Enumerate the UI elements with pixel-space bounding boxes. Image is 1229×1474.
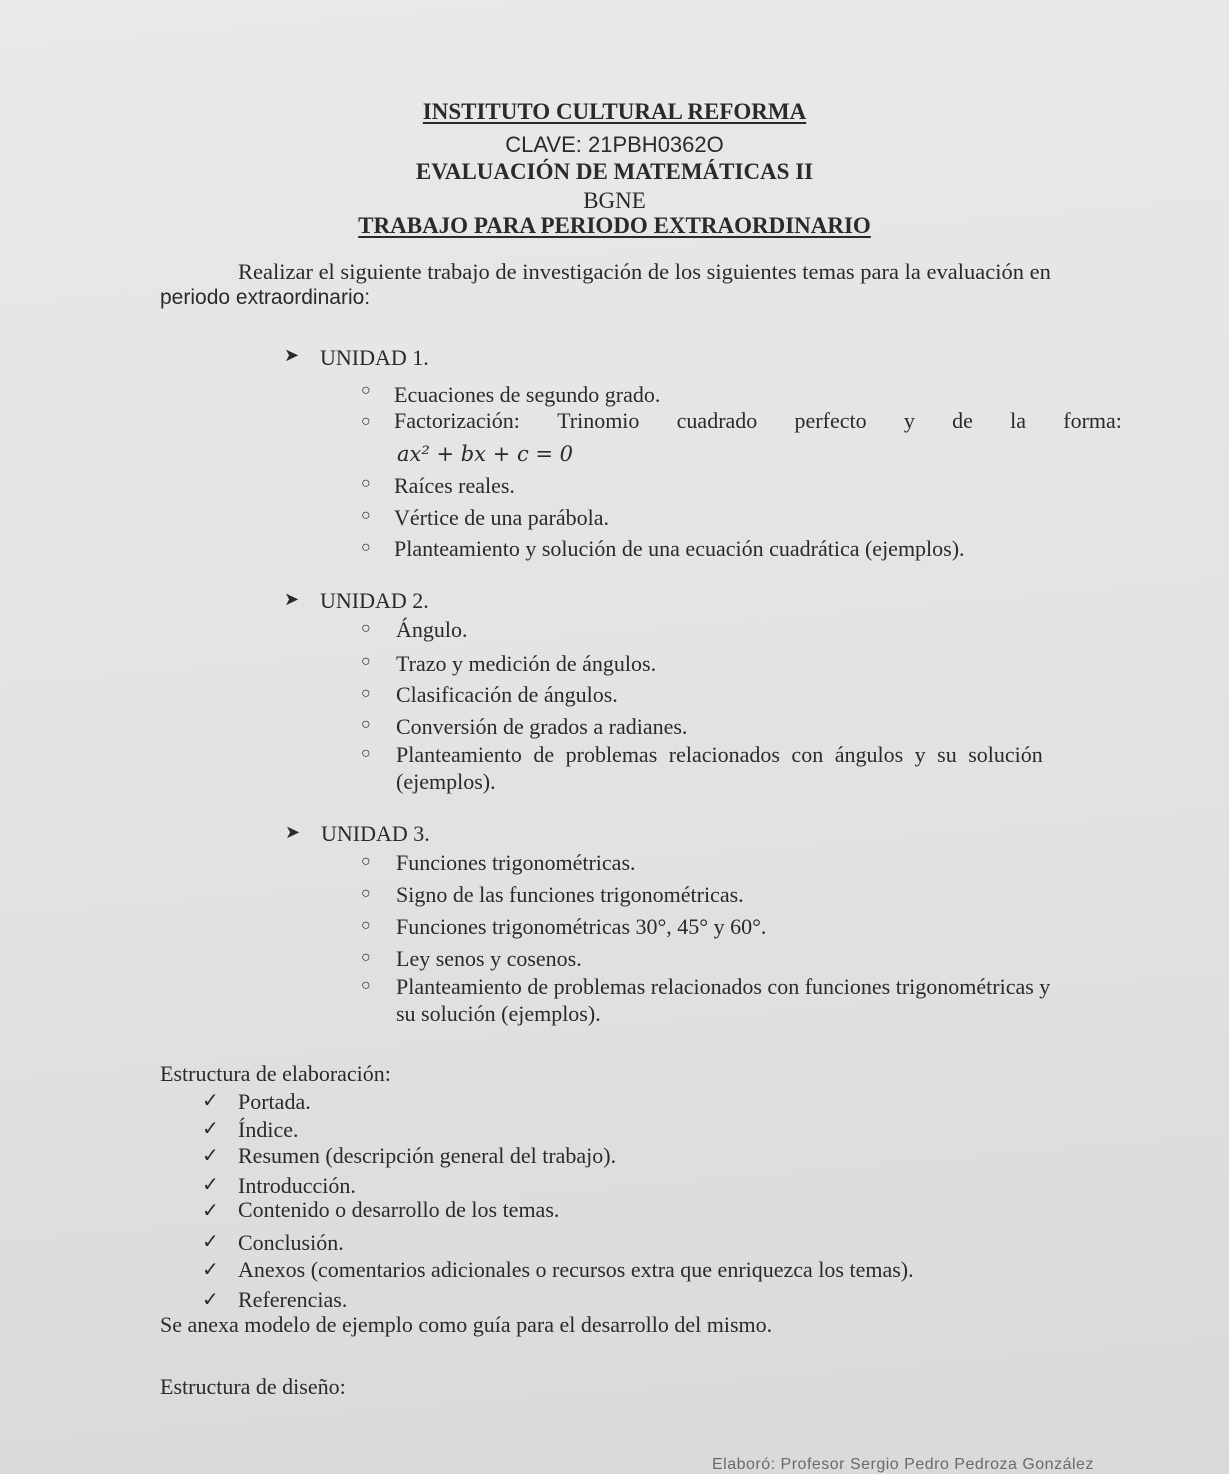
checkmark-icon: ✓ [202, 1231, 219, 1253]
intro-line-1: Realizar el siguiente trabajo de investigación de los siguientes temas para la evaluación en [238, 259, 1051, 284]
word: y [903, 408, 915, 433]
word: Factorización: [394, 408, 520, 433]
arrow-bullet-icon: ➤ [284, 345, 300, 365]
checkmark-icon: ✓ [202, 1090, 219, 1112]
group-label: BGNE [583, 188, 646, 213]
unidad-3-item: Ley senos y cosenos. [396, 946, 582, 971]
estructura-item: Contenido o desarrollo de los temas. [238, 1197, 560, 1222]
unidad-1-title: UNIDAD 1. [320, 345, 429, 370]
circle-bullet-icon: ○ [361, 653, 371, 670]
unidad-3-item: Planteamiento de problemas relacionados con funciones trigonométricas y [396, 974, 1051, 999]
circle-bullet-icon: ○ [361, 382, 371, 399]
unidad-3-item: Funciones trigonométricas 30°, 45° y 60°. [396, 914, 767, 939]
word: perfecto [794, 408, 867, 433]
circle-bullet-icon: ○ [361, 620, 371, 637]
clave-line: CLAVE: 21PBH0362O [505, 132, 724, 157]
circle-bullet-icon: ○ [361, 917, 371, 934]
arrow-bullet-icon: ➤ [285, 822, 301, 842]
checkmark-icon: ✓ [202, 1174, 219, 1196]
unidad-1-item: Planteamiento y solución de una ecuación cuadrática (ejemplos). [394, 536, 965, 561]
unidad-2-item: Ángulo. [396, 617, 468, 642]
word: Trinomio [557, 408, 640, 433]
design-structure-title: Estructura de diseño: [160, 1374, 346, 1399]
checkmark-icon: ✓ [202, 1259, 219, 1281]
unidad-1-item: Vértice de una parábola. [394, 505, 609, 530]
checkmark-icon: ✓ [202, 1118, 219, 1140]
unidad-2-title: UNIDAD 2. [320, 588, 429, 613]
circle-bullet-icon: ○ [361, 413, 371, 430]
model-note: Se anexa modelo de ejemplo como guía para el desarrollo del mismo. [160, 1312, 773, 1337]
word: de [952, 408, 973, 433]
estructura-item: Referencias. [238, 1287, 348, 1312]
circle-bullet-icon: ○ [361, 539, 371, 556]
estructura-item: Resumen (descripción general del trabajo). [238, 1143, 617, 1168]
unidad-3-item: Funciones trigonométricas. [396, 850, 636, 875]
circle-bullet-icon: ○ [361, 745, 371, 762]
unidad-3-item: Signo de las funciones trigonométricas. [396, 882, 744, 907]
checkmark-icon: ✓ [202, 1289, 219, 1311]
unidad-1-item-justified [394, 407, 1122, 435]
circle-bullet-icon: ○ [361, 977, 371, 994]
unidad-2-item-continuation: (ejemplos). [396, 769, 496, 794]
unidad-2-item: Conversión de grados a radianes. [396, 714, 688, 739]
circle-bullet-icon: ○ [361, 853, 371, 870]
unidad-1-item: Raíces reales. [394, 473, 515, 498]
word: la [1010, 408, 1027, 433]
estructura-item: Anexos (comentarios adicionales o recursos extra que enriquezca los temas). [238, 1257, 914, 1282]
unidad-2-item: Trazo y medición de ángulos. [396, 651, 657, 676]
intro-line-2: periodo extraordinario: [160, 286, 371, 309]
circle-bullet-icon: ○ [361, 949, 371, 966]
estructura-title: Estructura de elaboración: [160, 1061, 391, 1086]
unidad-1-item: Ecuaciones de segundo grado. [394, 382, 661, 407]
word: forma: [1063, 408, 1122, 433]
word: cuadrado [676, 408, 758, 433]
checkmark-icon: ✓ [202, 1200, 219, 1222]
estructura-item: Introducción. [238, 1173, 356, 1198]
author-footer: Elaboró: Profesor Sergio Pedro Pedroza González [712, 1456, 1094, 1473]
unidad-2-item: Clasificación de ángulos. [396, 682, 618, 707]
estructura-item: Índice. [238, 1117, 299, 1142]
institution-title: INSTITUTO CULTURAL REFORMA [422, 99, 807, 124]
circle-bullet-icon: ○ [361, 507, 371, 524]
estructura-item: Conclusión. [238, 1230, 344, 1255]
circle-bullet-icon: ○ [361, 716, 371, 733]
unidad-3-title: UNIDAD 3. [321, 821, 430, 846]
estructura-item: Portada. [238, 1089, 311, 1114]
checkmark-icon: ✓ [202, 1145, 219, 1167]
circle-bullet-icon: ○ [361, 475, 371, 492]
unidad-2-item: Planteamiento de problemas relacionados con ángulos y su solución [396, 742, 1043, 767]
evaluation-title: EVALUACIÓN DE MATEMÁTICAS II [415, 159, 814, 184]
unidad-3-item-continuation: su solución (ejemplos). [396, 1001, 601, 1026]
circle-bullet-icon: ○ [361, 885, 371, 902]
assignment-title: TRABAJO PARA PERIODO EXTRAORDINARIO [358, 213, 871, 238]
arrow-bullet-icon: ➤ [284, 589, 300, 609]
quadratic-formula: ax² + bx + c = 0 [397, 442, 574, 466]
circle-bullet-icon: ○ [361, 685, 371, 702]
